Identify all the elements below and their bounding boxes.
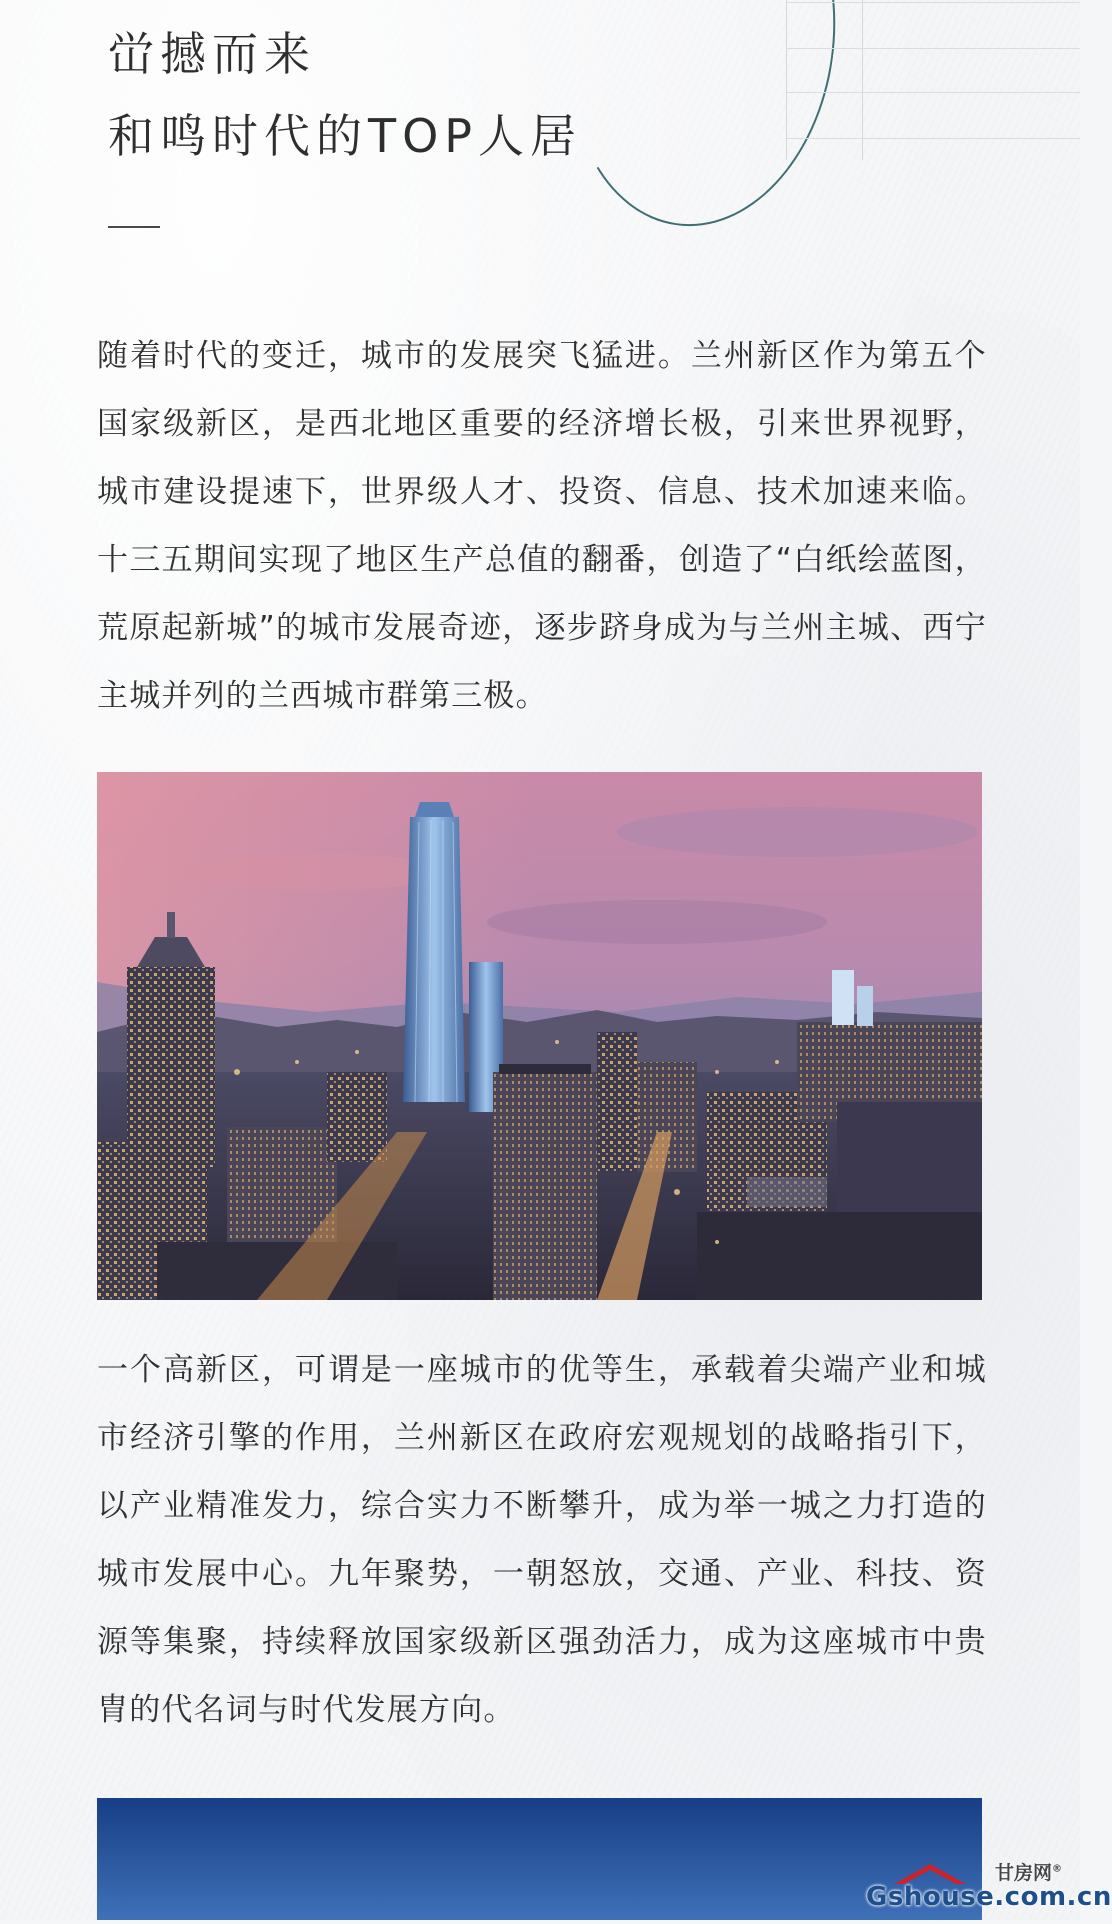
body-paragraph: 一个高新区，可谓是一座城市的优等生，承载着尖端产业和城市经济引擎的作用，兰州新区在政府宏观规划的战略指引下，以产业精准发力，综合实力不断攀升，成为举一城之力打造的城市发展中心。九年聚势，一朝怒放，交通、产业、科技、资源等集聚，持续释放国家级新区强劲活力，成为这座城市中贵胄的代名词与时代发展方向。 <box>97 1352 987 1728</box>
site-watermark <box>866 1856 1112 1912</box>
page-title-line-2: 和鸣时代的TOP人居 <box>108 109 583 163</box>
page-title-line-1: 峃撼而来 <box>108 27 316 81</box>
blue-sky-photo <box>97 1798 982 1920</box>
watermark-brand-cn: 甘房网 <box>994 1862 1052 1884</box>
watermark-site-text: Gshouse.com.cn <box>866 1882 1112 1912</box>
city-skyline-photo <box>97 772 982 1300</box>
watermark-registered-mark: ® <box>1052 1863 1062 1875</box>
title-divider <box>108 226 160 228</box>
intro-paragraph: 随着时代的变迁，城市的发展突飞猛进。兰州新区作为第五个国家级新区，是西北地区重要的经济增长极，引来世界视野，城市建设提速下，世界级人才、投资、信息、技术加速来临。十三五期间实现了地区生产总值的翻番，创造了“白纸绘蓝图，荒原起新城”的城市发展奇迹，逐步跻身成为与兰州主城、西宁主城并列的兰西城市群第三极。 <box>97 338 987 714</box>
decorative-grid <box>786 0 1080 160</box>
watermark-brand <box>995 1858 1062 1885</box>
